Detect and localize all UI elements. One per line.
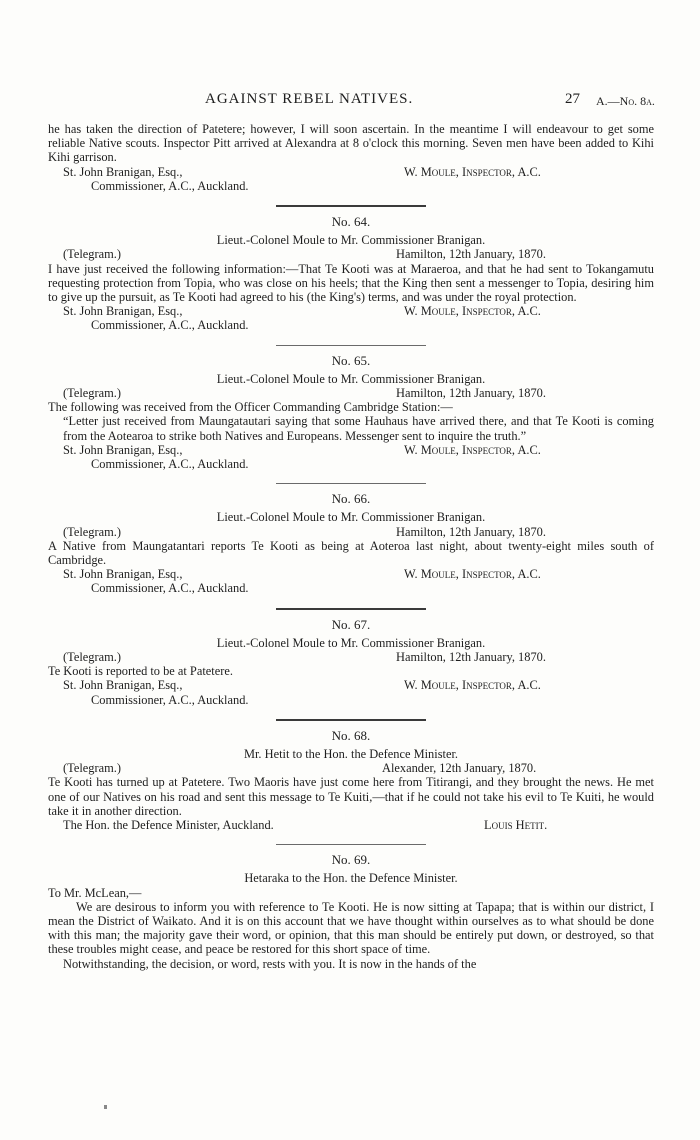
- message-body-text: We are desirous to inform you with reference to Te Kooti. He is now sitting at Tapapa; that is within our district, I mean the District of Waikato. And it is on this account that we have thought within ourselves as to what should be done with this man; the majority gave their word, or opinion, that this man should be entirely put down, or destroyed, so that these troubles might cease, and peace be restored for this short space of time.: [48, 899, 654, 957]
- page-header: [0, 92, 700, 112]
- signature-line: [48, 818, 654, 832]
- message-body: Te Kooti is reported to be at Patetere.: [48, 664, 233, 679]
- page-content: [48, 122, 654, 971]
- telegram-line: [48, 761, 654, 775]
- message-number: No. 67.: [331, 616, 371, 632]
- section-divider: [276, 483, 426, 484]
- message-from-to: Mr. Hetit to the Hon. the Defence Minister.: [243, 746, 459, 761]
- message-number: No. 64.: [331, 214, 371, 229]
- page-blemish: [104, 1105, 107, 1109]
- message-number: No. 66.: [331, 491, 371, 507]
- signature: W. Moule, Inspector, A.C.: [404, 304, 541, 319]
- place-date: Hamilton, 12th January, 1870.: [396, 524, 546, 539]
- message-body: Te Kooti has turned up at Patetere. Two Maoris have just come here from Titirangi, and they brought the news. He met one of our Natives on his road and sent this message to Te Kuiti,—that if he could not take his evil to Te Kuiti, he would take it in another direction.: [48, 775, 654, 818]
- addressee: St. John Branigan, Esq.,: [63, 442, 183, 457]
- addressee: The Hon. the Defence Minister, Auckland.: [63, 817, 274, 832]
- signature-line: [48, 443, 654, 457]
- telegram-line: [48, 650, 654, 664]
- signature: W. Moule, Inspector, A.C.: [404, 164, 541, 179]
- signature-line: [48, 678, 654, 692]
- message-68: [48, 729, 654, 832]
- telegram-line: [48, 247, 654, 261]
- message-type: (Telegram.): [63, 524, 121, 539]
- message-body: A Native from Maungatantari reports Te Kooti as being at Aoteroa last night, about twenty-eight miles south of Cambridge.: [48, 538, 654, 567]
- message-number: No. 65.: [331, 352, 371, 368]
- place-date: Hamilton, 12th January, 1870.: [396, 247, 546, 262]
- message-number: No. 68.: [331, 727, 371, 743]
- signature-line: [48, 165, 654, 179]
- telegram-line: [48, 525, 654, 539]
- section-divider: [276, 205, 426, 207]
- message-body: The following was received from the Officer Commanding Cambridge Station:—: [48, 400, 453, 415]
- page-number: 27: [565, 91, 580, 107]
- document-reference: A.—No. 8a.: [596, 94, 655, 108]
- addressee: St. John Branigan, Esq.,: [63, 567, 183, 582]
- signature: Louis Hetit.: [484, 817, 548, 832]
- place-date: Alexander, 12th January, 1870.: [382, 761, 537, 776]
- message-type: (Telegram.): [63, 761, 121, 776]
- addressee: St. John Branigan, Esq.,: [63, 164, 183, 179]
- telegram-line: [48, 386, 654, 400]
- message-from-to: Lieut.-Colonel Moule to Mr. Commissioner Branigan.: [216, 233, 486, 248]
- message-type: (Telegram.): [63, 386, 121, 400]
- addressee: St. John Branigan, Esq.,: [63, 678, 183, 693]
- addressee-title: Commissioner, A.C., Auckland.: [91, 456, 249, 471]
- message-body-continued: Notwithstanding, the decision, or word, rests with you. It is now in the hands of the: [63, 956, 477, 971]
- place-date: Hamilton, 12th January, 1870.: [396, 386, 546, 400]
- place-date: Hamilton, 12th January, 1870.: [396, 649, 546, 664]
- signature-line: [48, 567, 654, 581]
- signature: W. Moule, Inspector, A.C.: [404, 678, 541, 693]
- salutation: To Mr. McLean,—: [48, 885, 142, 900]
- running-title: AGAINST REBEL NATIVES.: [205, 91, 414, 107]
- section-divider: [276, 345, 426, 346]
- message-body: [48, 900, 654, 957]
- message-number: No. 69.: [331, 852, 371, 868]
- message-65: [48, 354, 654, 472]
- message-67: [48, 618, 654, 707]
- message-quote: “Letter just received from Maungatautari saying that some Hauhaus have arrived there, and that Te Kooti is coming from the Aotearoa to strike both Natives and Europeans. Messenger sent to inquire the truth.”: [63, 414, 654, 443]
- section-divider: [276, 608, 426, 610]
- message-69: [48, 853, 654, 971]
- message-from-to: Hetaraka to the Hon. the Defence Minister.: [244, 871, 458, 886]
- message-body: I have just received the following information:—That Te Kooti was at Maraeroa, and that he had sent to Tokangamutu requesting protection from Topia, who was close on his heels; that the King then sent a messenger to Topia, desiring him to give up the pursuit, as Te Kooti had agreed to his (the King's) terms, and was under the royal protection.: [48, 261, 654, 304]
- message-from-to: Lieut.-Colonel Moule to Mr. Commissioner Branigan.: [216, 510, 486, 525]
- section-divider: [276, 844, 426, 845]
- addressee-title: Commissioner, A.C., Auckland.: [91, 692, 249, 707]
- signature: W. Moule, Inspector, A.C.: [404, 567, 541, 582]
- addressee-title: Commissioner, A.C., Auckland.: [91, 581, 249, 596]
- section-divider: [276, 719, 426, 721]
- message-from-to: Lieut.-Colonel Moule to Mr. Commissioner Branigan.: [216, 635, 486, 650]
- message-64: [48, 215, 654, 333]
- signature-line: [48, 304, 654, 318]
- intro-text: he has taken the direction of Patetere; however, I will soon ascertain. In the meantime I will endeavour to get some reliable Native scouts. Inspector Pitt arrived at Alexandra at 8 o'clock this morning. Seven men have been added to Kihi Kihi garrison.: [48, 122, 654, 165]
- addressee: St. John Branigan, Esq.,: [63, 304, 183, 319]
- intro-continuation: [48, 122, 654, 193]
- message-type: (Telegram.): [63, 649, 121, 664]
- message-66: [48, 492, 654, 595]
- signature: W. Moule, Inspector, A.C.: [404, 442, 541, 457]
- addressee-title: Commissioner, A.C., Auckland.: [91, 318, 249, 333]
- message-type: (Telegram.): [63, 247, 121, 262]
- addressee-title: Commissioner, A.C., Auckland.: [91, 178, 249, 193]
- message-from-to: Lieut.-Colonel Moule to Mr. Commissioner Branigan.: [216, 371, 486, 386]
